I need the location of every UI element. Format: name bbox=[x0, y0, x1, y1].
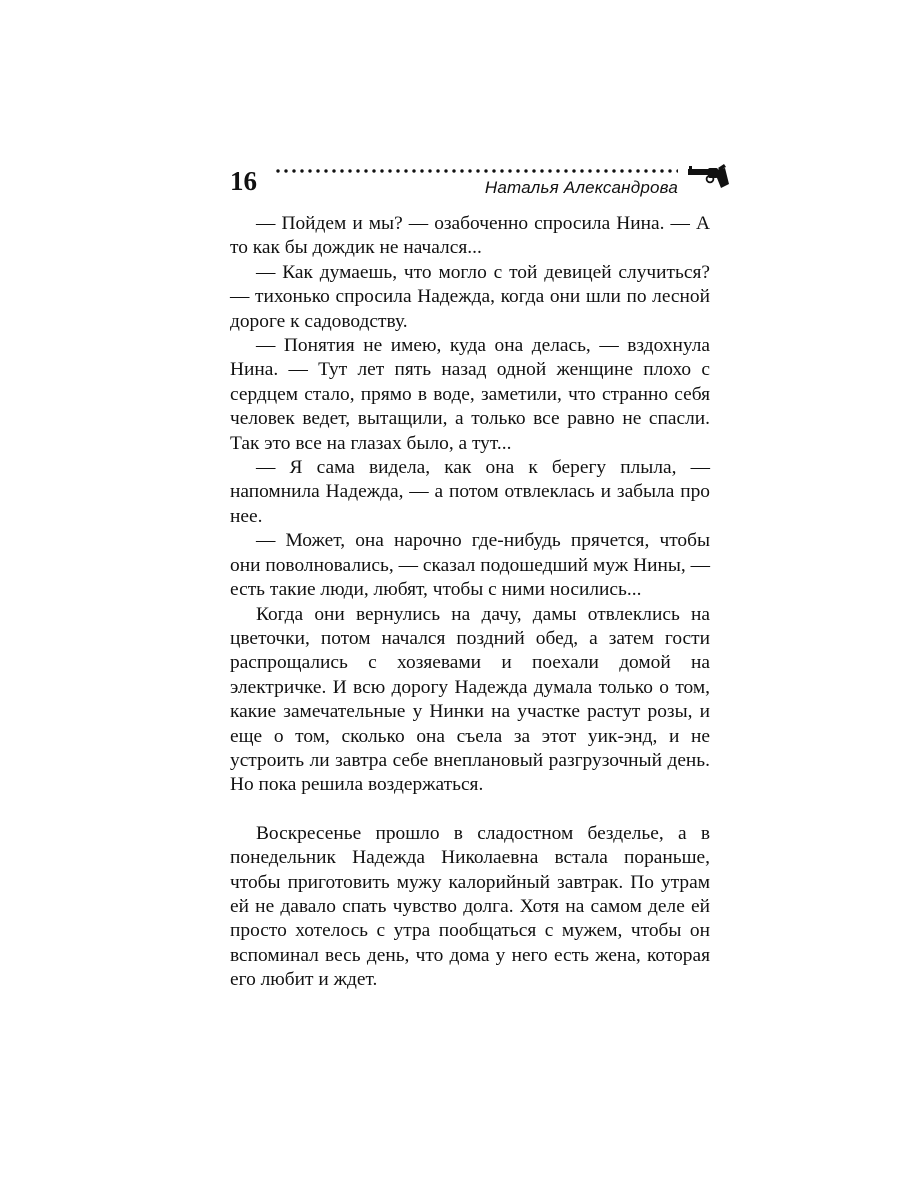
section-break bbox=[230, 798, 710, 822]
paragraph: — Пойдем и мы? — озабоченно спросила Нина. — А то как бы дождик не начался... bbox=[230, 213, 710, 259]
revolver-icon bbox=[688, 164, 730, 190]
paragraph: — Я сама видела, как она к берегу плыла, — напомнила Надежда, — а потом отвлеклась и забыла про нее. bbox=[230, 457, 710, 527]
dotted-rule bbox=[274, 168, 678, 174]
paragraph: Когда они вернулись на дачу, дамы отвлеклись на цветочки, потом начался поздний обед, а затем гости распрощались с хозяевами и поехали домой на электричке. И всю дорогу Надежда думала только о том, какие замечательные у Нинки на участке растут розы, и еще о том, сколько она съела за этот уик-энд, и не устроить ли завтра себе внеплановый разгрузочный день. Но пока решила воздержаться. bbox=[230, 603, 710, 796]
body-text bbox=[230, 212, 710, 993]
paragraph: — Как думаешь, что могло с той девицей случиться? — тихонько спросила Надежда, когда они шли по лесной дороге к садоводству. bbox=[230, 261, 710, 332]
paragraph: Воскресенье прошло в сладостном безделье, а в понедельник Надежда Николаевна встала пораньше, чтобы приготовить мужу калорийный завтрак. По утрам ей не давало спать чувство долга. Хотя на самом деле ей просто хотелось с утра пообщаться с мужем, чтобы он вспоминал весь день, что дома у него есть жена, которая его любит и ждет. bbox=[230, 822, 710, 991]
running-header bbox=[230, 158, 730, 202]
page-number: 16 bbox=[230, 166, 257, 196]
running-head-author: Наталья Александрова bbox=[484, 178, 678, 197]
paragraph: — Понятия не имею, куда она делась, — вздохнула Нина. — Тут лет пять назад одной женщине плохо с сердцем стало, прямо в воде, заметили, что странно себя человек ведет, вытащили, а только все равно не спасли. Так это все на глазах было, а тут... bbox=[230, 335, 710, 454]
paragraph: — Может, она нарочно где-нибудь прячется, чтобы они поволновались, — сказал подошедший муж Нины, — есть такие люди, любят, чтобы с ними носились... bbox=[230, 530, 710, 601]
